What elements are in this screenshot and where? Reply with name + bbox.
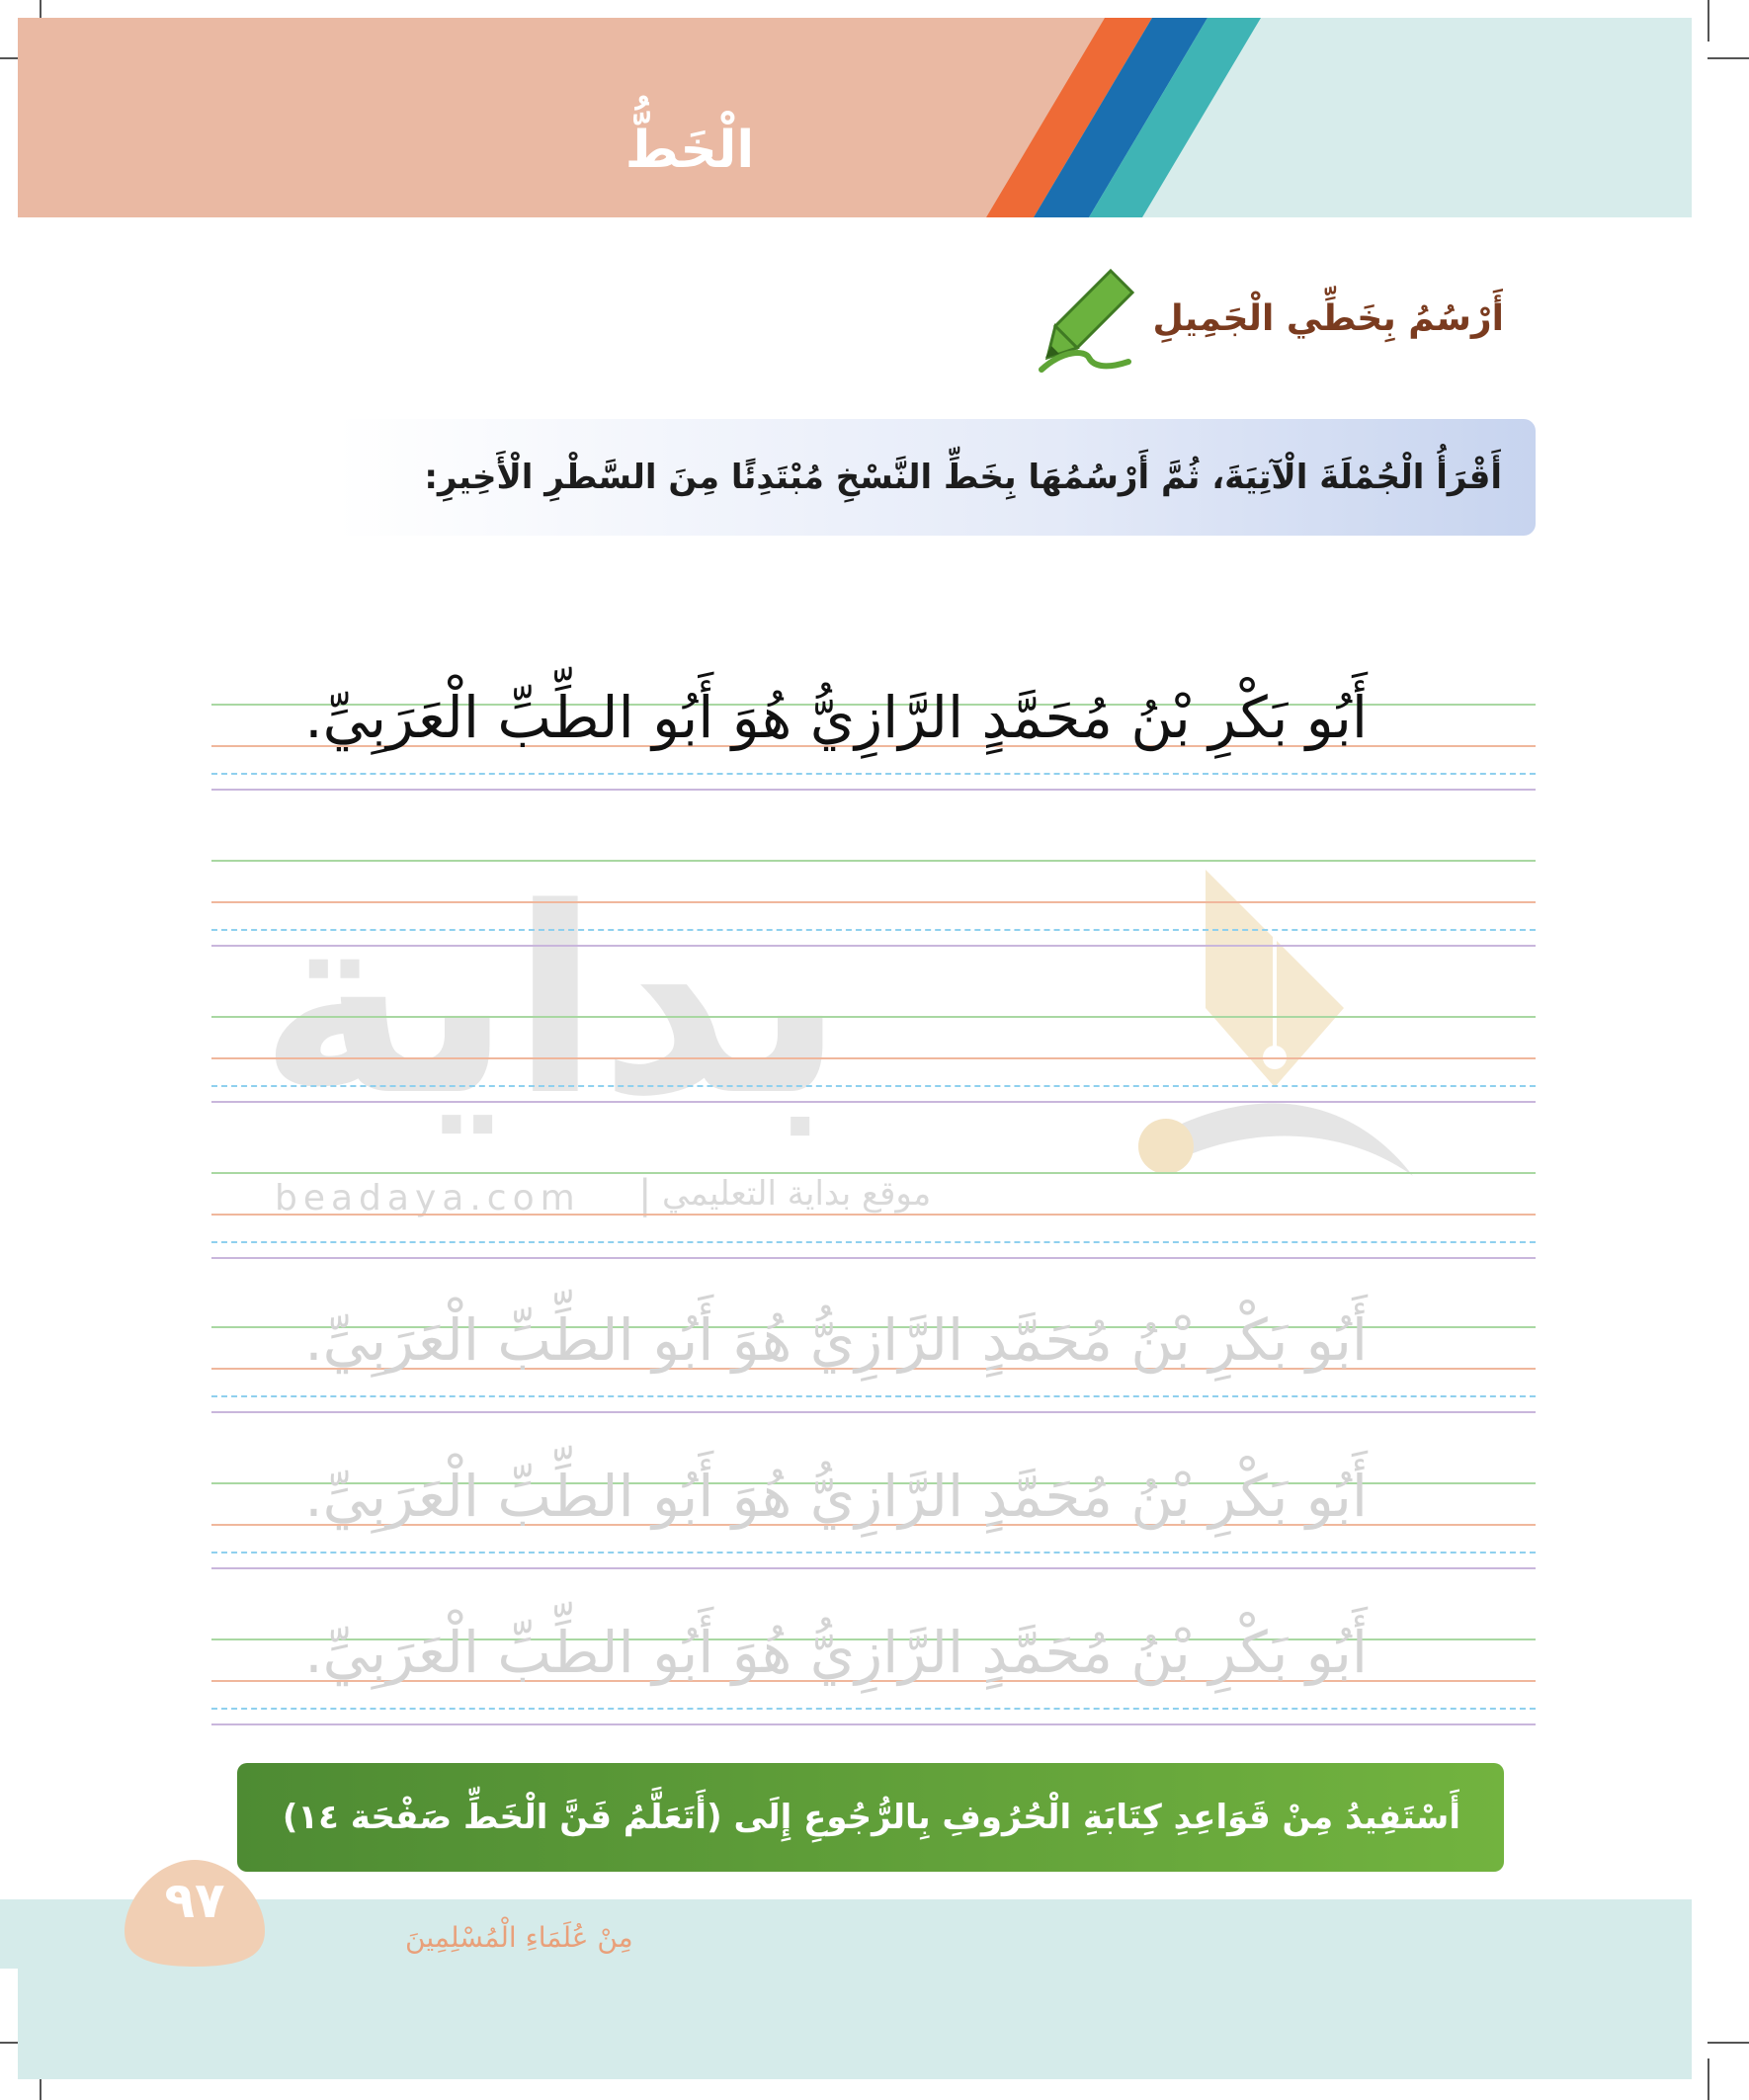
crop-mark	[1707, 2058, 1709, 2100]
crop-mark	[1707, 2042, 1749, 2044]
tip-box	[237, 1763, 1504, 1872]
instruction-box	[336, 419, 1536, 536]
writing-row-blank[interactable]	[211, 860, 1536, 998]
header-pink-panel	[18, 18, 1692, 217]
guide-line	[211, 945, 1536, 947]
trace-sentence: أَبُو بَكْرِ بْنُ مُحَمَّدٍ الرَّازِيُّ هُوَ أَبُو الطِّبِّ الْعَرَبِيِّ.	[304, 1306, 1368, 1374]
guide-line	[211, 860, 1536, 862]
guide-line	[211, 1101, 1536, 1103]
trace-sentence: أَبُو بَكْرِ بْنُ مُحَمَّدٍ الرَّازِيُّ هُوَ أَبُو الطِّبِّ الْعَرَبِيِّ.	[304, 1463, 1368, 1530]
guide-line	[211, 1016, 1536, 1018]
crop-mark	[1707, 57, 1749, 59]
page-title: الْخَطُّ	[625, 121, 755, 180]
guide-line	[211, 1057, 1536, 1059]
model-sentence: أَبُو بَكْرِ بْنُ مُحَمَّدٍ الرَّازِيُّ هُوَ أَبُو الطِّبِّ الْعَرَبِيِّ.	[304, 684, 1368, 751]
guide-line	[211, 1172, 1536, 1174]
green-pencil-icon	[1034, 267, 1140, 376]
footer-band-lower	[18, 1969, 1692, 2079]
guide-line	[211, 929, 1536, 931]
instruction-text: أَقْرَأُ الْجُمْلَةَ الْآتِيَةَ، ثُمَّ أَرْسُمُهَا بِخَطِّ النَّسْخِ مُبْتَدِئًا مِنَ السَّطْرِ الْأَخِيرِ:	[424, 458, 1502, 497]
page-number: ٩٧	[164, 1872, 225, 1929]
writing-row-model	[211, 684, 1536, 842]
writing-row-trace[interactable]	[211, 1306, 1536, 1465]
guide-line	[211, 1257, 1536, 1259]
crop-mark	[1707, 0, 1709, 42]
guide-line	[211, 1723, 1536, 1725]
writing-row-trace[interactable]	[211, 1619, 1536, 1777]
guide-line	[211, 1411, 1536, 1413]
page-header	[18, 18, 1692, 217]
guide-line	[211, 1214, 1536, 1216]
guide-line	[211, 1395, 1536, 1397]
guide-line	[211, 1085, 1536, 1087]
guide-line	[211, 1708, 1536, 1710]
watermark-logo: بداية	[259, 854, 845, 1152]
section-title: أَرْسُمُ بِخَطِّي الْجَمِيلِ	[1152, 298, 1504, 339]
guide-line	[211, 901, 1536, 903]
writing-row-blank[interactable]	[211, 1172, 1536, 1310]
guide-line	[211, 1567, 1536, 1569]
writing-row-trace[interactable]	[211, 1463, 1536, 1621]
guide-line	[211, 773, 1536, 775]
unit-title: مِنْ عُلَمَاءِ الْمُسْلِمِينَ	[405, 1921, 633, 1954]
trace-sentence: أَبُو بَكْرِ بْنُ مُحَمَّدٍ الرَّازِيُّ هُوَ أَبُو الطِّبِّ الْعَرَبِيِّ.	[304, 1619, 1368, 1686]
tip-text: أَسْتَفِيدُ مِنْ قَوَاعِدِ كِتَابَةِ الْحُرُوفِ بِالرُّجُوعِ إِلَى (أَتَعَلَّمُ فَنَّ الْخَطِّ صَفْحَة ١٤)	[282, 1798, 1460, 1837]
watermark-url: beadaya.com	[275, 1178, 581, 1218]
guide-line	[211, 1552, 1536, 1554]
guide-line	[211, 1241, 1536, 1243]
watermark-separator: |	[638, 1172, 652, 1218]
writing-row-blank[interactable]	[211, 1016, 1536, 1154]
guide-line	[211, 789, 1536, 791]
watermark-site-name: موقع بداية التعليمي	[662, 1174, 932, 1214]
